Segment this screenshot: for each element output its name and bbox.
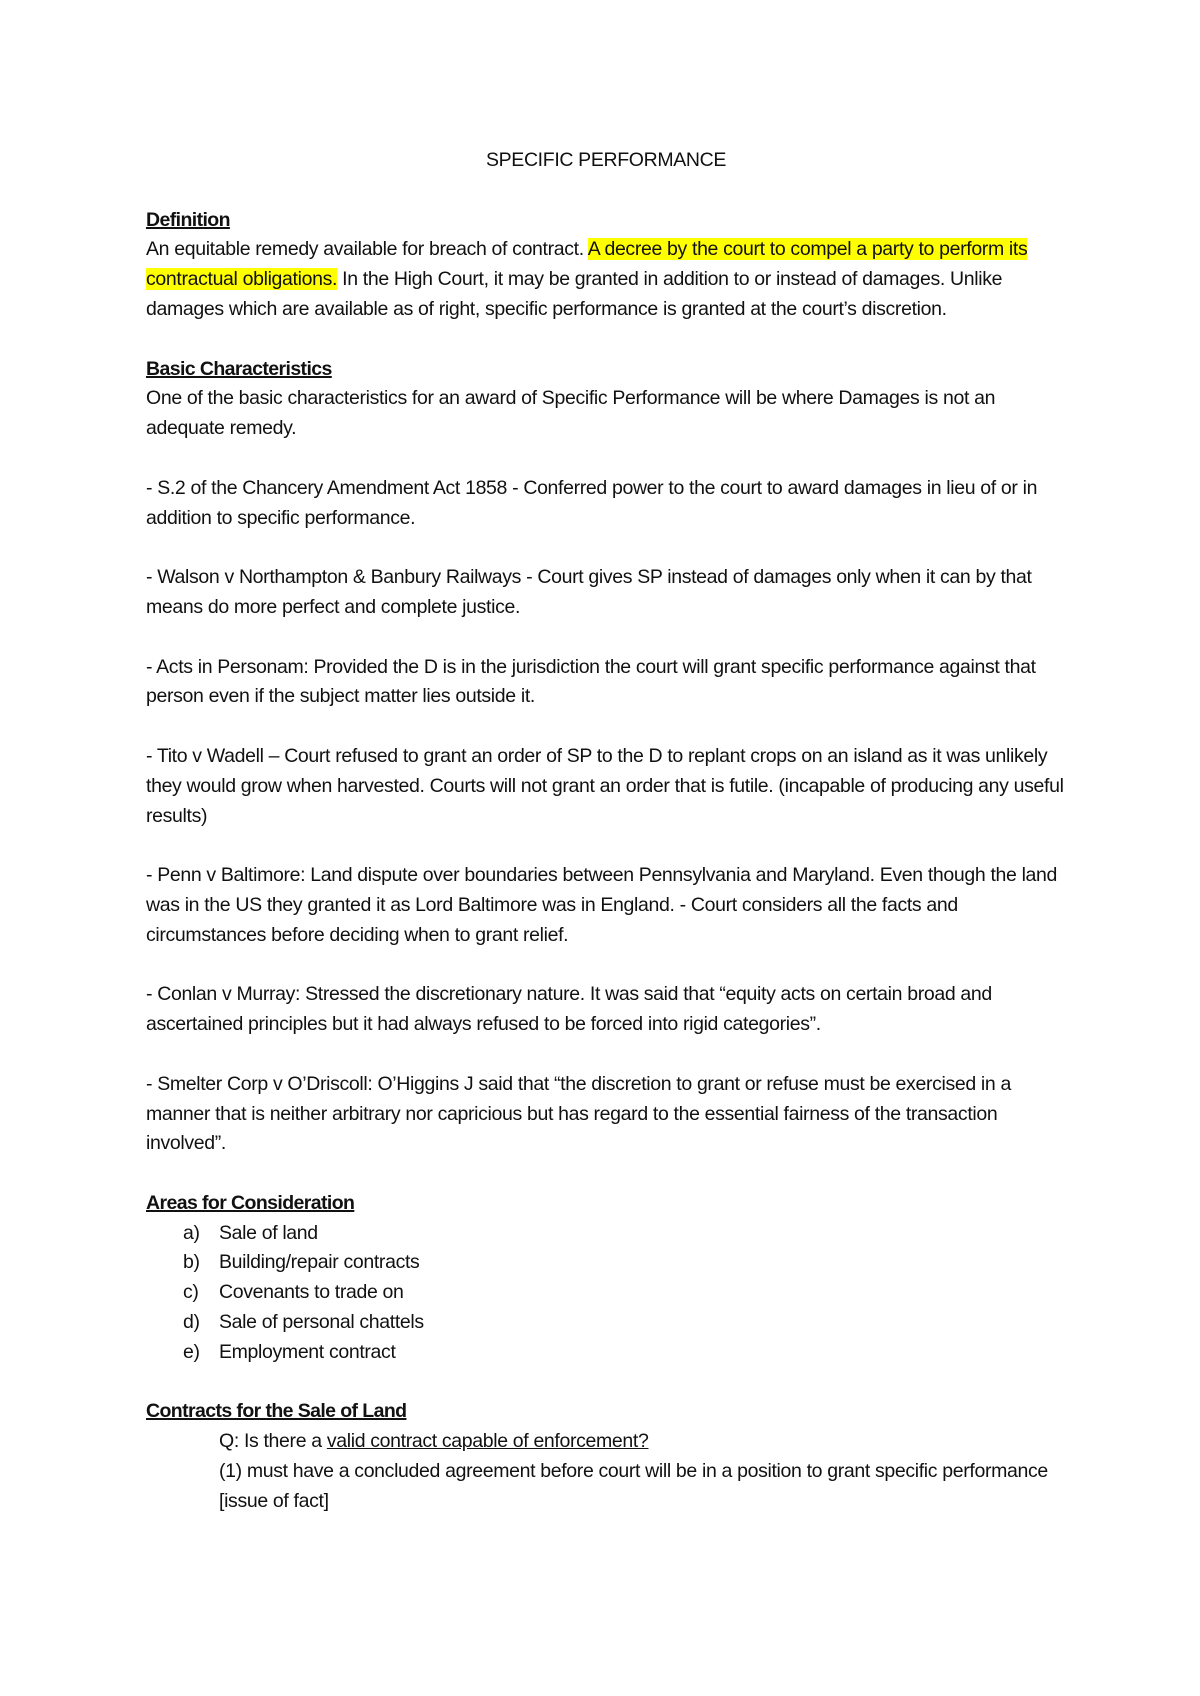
case-point: - Penn v Baltimore: Land dispute over boundaries between Pennsylvania and Maryland. Even though the land was in the US they granted it as Lord Baltimore was in England. - Court considers all the facts and circumstances before deciding when to grant relief.	[146, 864, 1058, 946]
question-line	[146, 1427, 1066, 1457]
areas-heading: Areas for Consideration	[146, 1191, 355, 1214]
list-letter: d)	[183, 1311, 200, 1334]
case-point: - Acts in Personam: Provided the D is in the jurisdiction the court will grant specific performance against that person even if the subject matter lies outside it.	[146, 655, 1036, 708]
list-text: Sale of personal chattels	[219, 1311, 424, 1334]
sale-of-land-heading: Contracts for the Sale of Land	[146, 1400, 407, 1423]
highlighted-text: A decree by the court to compel a party to perform its contractual obligations.	[146, 238, 1028, 291]
list-letter: e)	[183, 1340, 200, 1363]
question-underlined: valid contract capable of enforcement?	[326, 1430, 649, 1453]
list-text: Covenants to trade on	[219, 1281, 404, 1304]
document-title: SPECIFIC PERFORMANCE	[485, 149, 727, 171]
areas-list	[146, 1219, 1066, 1368]
case-point: - Smelter Corp v O’Driscoll: O’Higgins J said that “the discretion to grant or refuse must be exercised in a manner that is neither arbitrary nor capricious but has regard to the essential fairness of the transaction involved”.	[146, 1072, 1011, 1155]
list-item	[146, 1308, 1066, 1338]
list-text: Sale of land	[219, 1221, 318, 1244]
case-point: - Conlan v Murray: Stressed the discretionary nature. It was said that “equity acts on certain broad and ascertained principles but it had always refused to be forced into rigid categories”.	[146, 983, 992, 1036]
case-point: - Walson v Northampton & Banbury Railways - Court gives SP instead of damages only when it can by that means do more perfect and complete justice.	[146, 566, 1032, 618]
list-letter: b)	[183, 1251, 200, 1274]
case-point: - S.2 of the Chancery Amendment Act 1858 - Conferred power to the court to award damages in lieu of or in addition to specific performance.	[146, 476, 1038, 529]
list-item	[146, 1248, 1066, 1278]
question-prefix: Q: Is there a	[219, 1430, 327, 1453]
point-one: (1) must have a concluded agreement before court will be in a position to grant specific performance [issue of fact]	[219, 1460, 1048, 1512]
list-text: Building/repair contracts	[219, 1251, 420, 1274]
definition-heading: Definition	[146, 208, 230, 231]
basic-intro: One of the basic characteristics for an award of Specific Performance will be where Damages is not an adequate remedy.	[146, 387, 996, 440]
definition-text-continued: In the High Court, it may be granted in addition to or instead of damages. Unlike damages which are available as of right, specific performance is granted at the court’s discretion.	[146, 268, 1003, 320]
case-point: - Tito v Wadell – Court refused to grant an order of SP to the D to replant crops on an island as it was unlikely they would grow when harvested. Courts will not grant an order that is futile. (incapable of producing any useful results)	[146, 744, 1064, 827]
list-item	[146, 1278, 1066, 1308]
document-page	[146, 146, 1066, 1517]
list-text: Employment contract	[219, 1340, 396, 1363]
basic-characteristics-heading: Basic Characteristics	[146, 357, 332, 380]
definition-text: An equitable remedy available for breach of contract.	[146, 238, 588, 261]
list-item	[146, 1219, 1066, 1249]
list-letter: a)	[183, 1221, 200, 1244]
list-item	[146, 1338, 1066, 1368]
list-letter: c)	[183, 1281, 199, 1304]
definition-paragraph	[146, 235, 1066, 324]
